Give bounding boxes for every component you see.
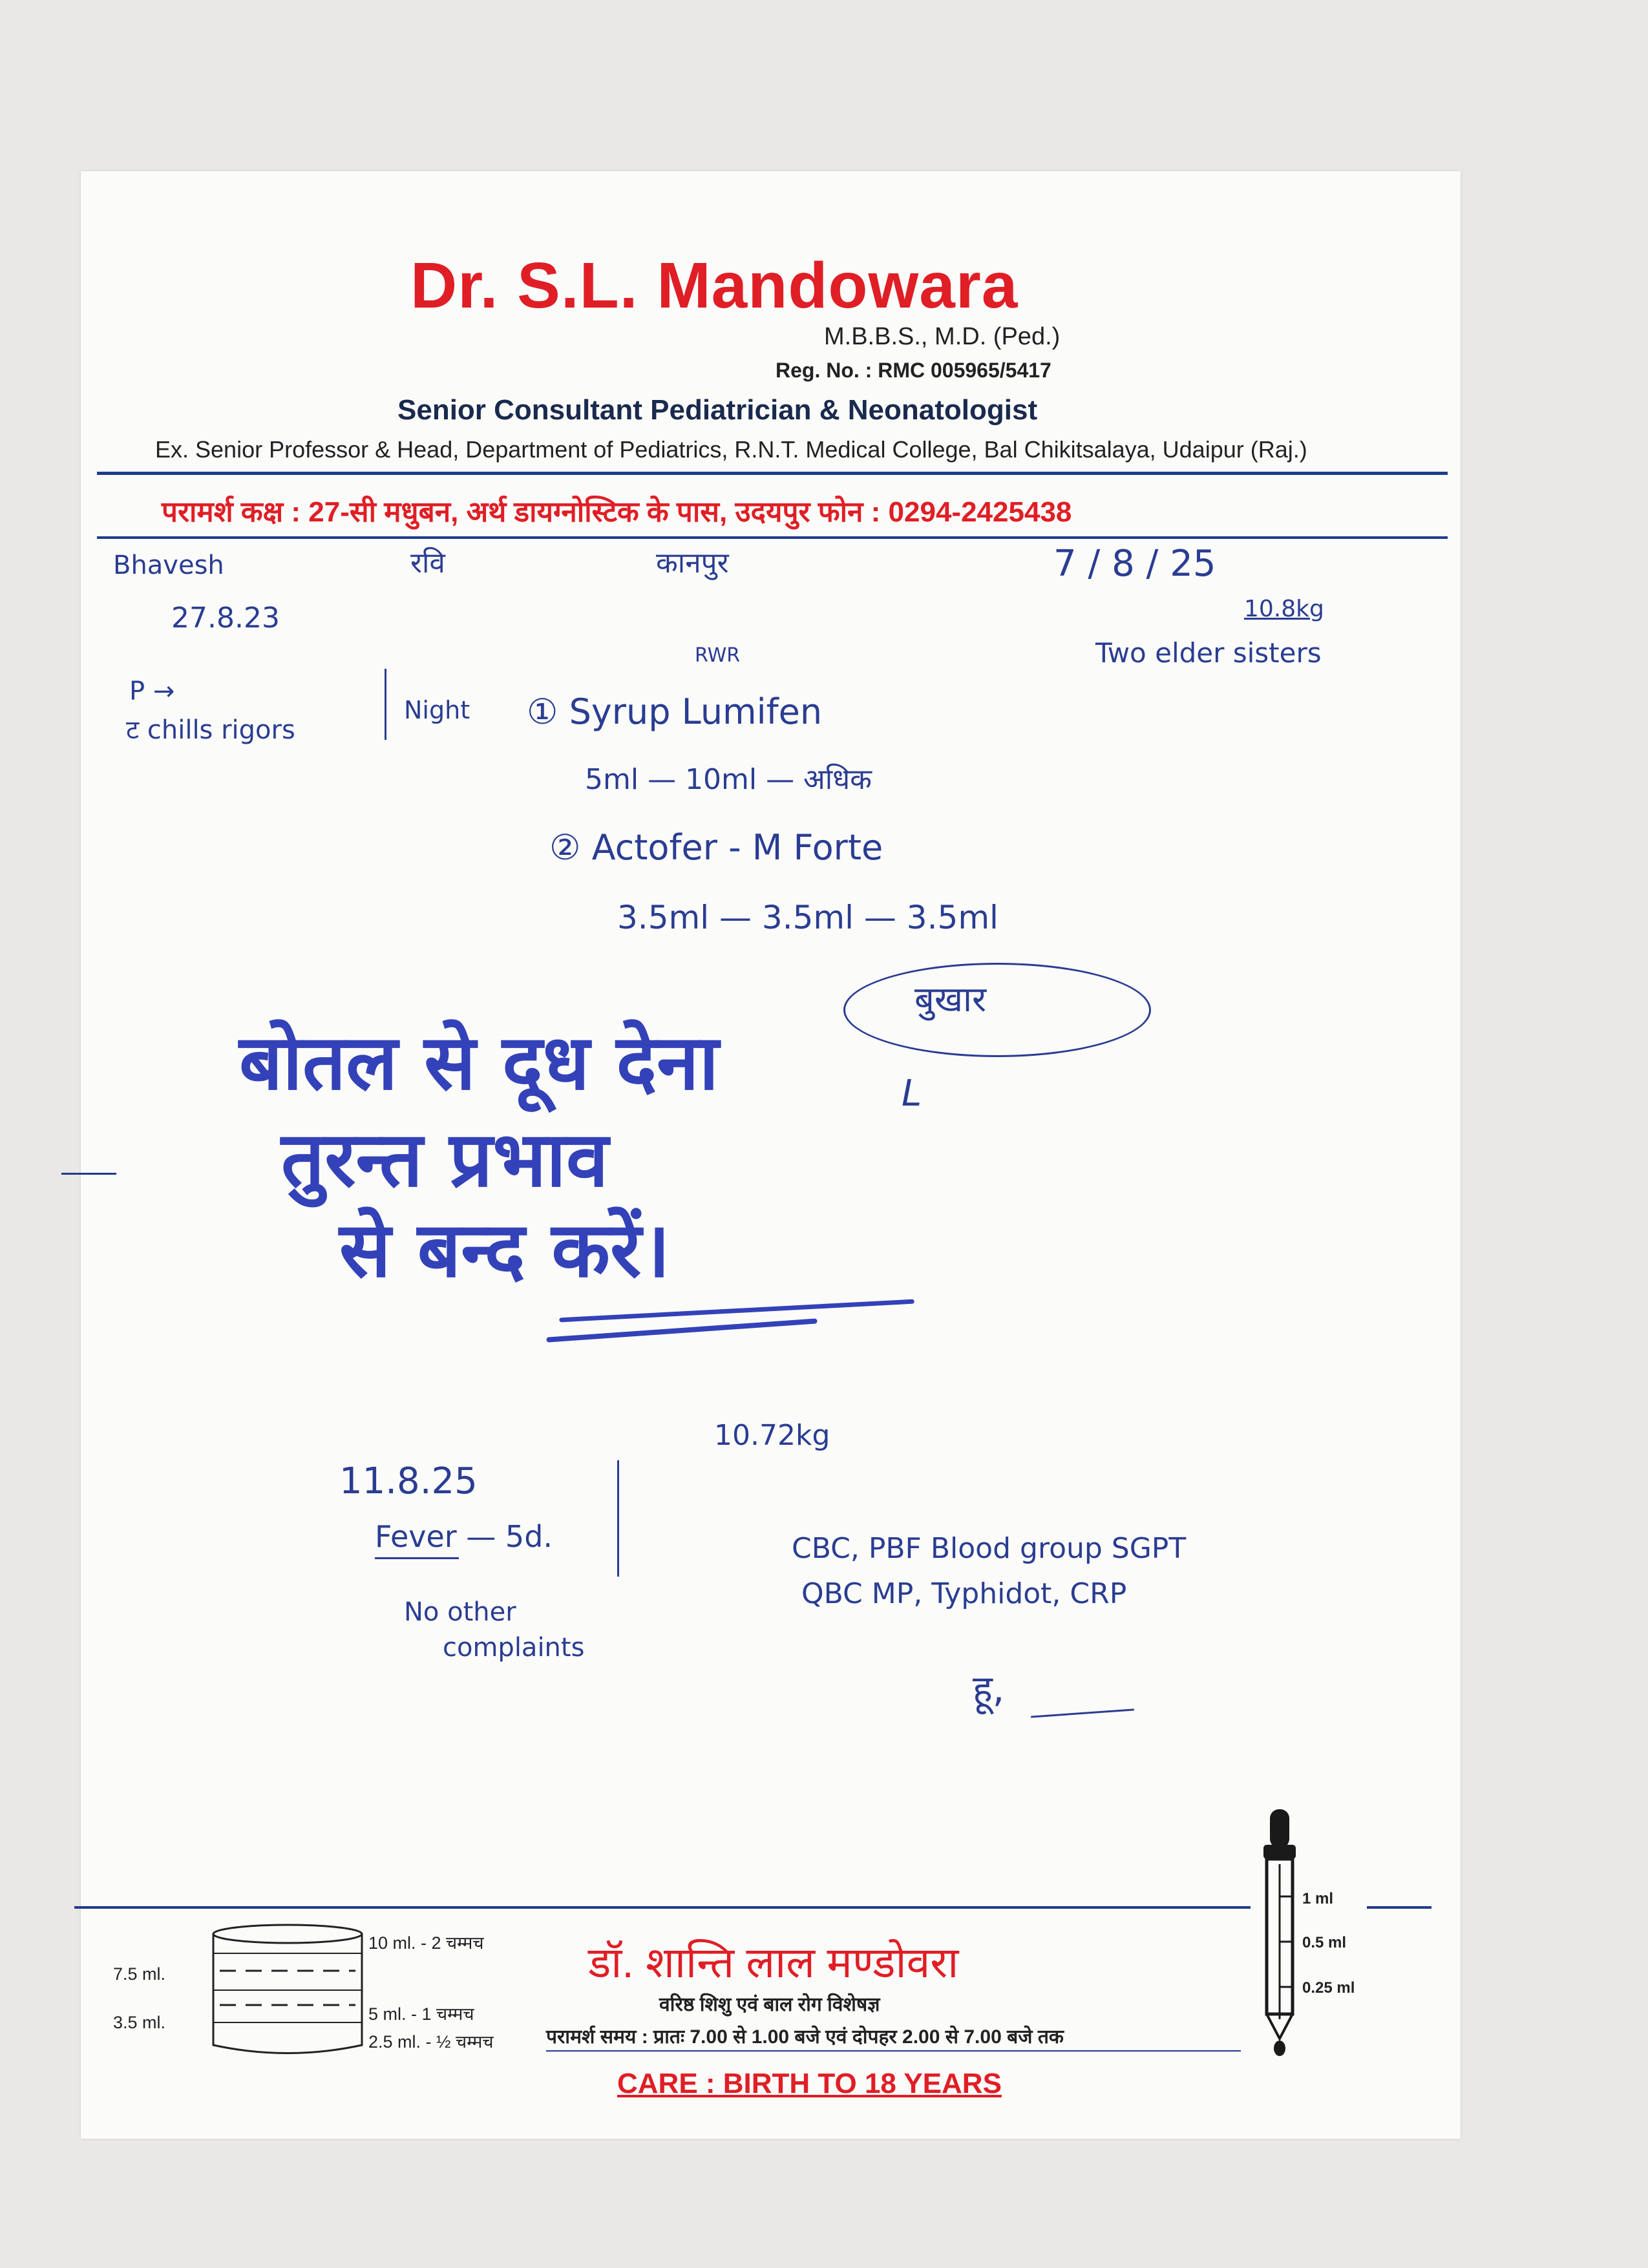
history-note: Two elder sisters	[1095, 637, 1322, 669]
initial-mark: L	[902, 1073, 922, 1115]
footer-designation: वरिष्ठ शिशु एवं बाल रोग विशेषज्ञ	[659, 1994, 880, 2015]
advice-line-1: बोतल से दूध देना	[239, 1018, 719, 1107]
signature-stroke	[1031, 1708, 1134, 1717]
tests-line-2: QBC MP, Typhidot, CRP	[801, 1577, 1127, 1610]
footer-rule	[74, 1906, 1251, 1909]
cup-label-left-upper: 7.5 ml.	[113, 1964, 166, 1984]
fever-circle	[843, 963, 1151, 1057]
cup-label-left-lower: 3.5 ml.	[113, 2013, 166, 2032]
rx1-dose: 5ml — 10ml — अधिक	[585, 763, 872, 796]
footer-name-hindi: डॉ. शान्ति लाल मण्डोवरा	[588, 1938, 959, 1986]
header-rule-top	[97, 472, 1448, 475]
visit1-date: 7 / 8 / 25	[1053, 543, 1216, 585]
cup-label-mid: 5 ml. - 1 चम्मच	[368, 2004, 474, 2024]
doctor-degrees: M.B.B.S., M.D. (Ped.)	[824, 323, 1061, 350]
dropper-label-05ml: 0.5 ml	[1302, 1934, 1347, 1951]
prescription-sheet	[81, 171, 1461, 2139]
rx2-dose: 3.5ml — 3.5ml — 3.5ml	[617, 899, 998, 936]
father-name: रवि	[410, 547, 445, 580]
visit2-note-2: complaints	[443, 1633, 585, 1663]
care-tagline: CARE : BIRTH TO 18 YEARS	[617, 2068, 1002, 2099]
complaint-divider	[385, 669, 386, 740]
ex-position: Ex. Senior Professor & Head, Department of Pediatrics, R.N.T. Medical College, Bal Chikitsalaya, Udaipur (Raj.)	[155, 436, 1307, 463]
visit2-date: 11.8.25	[339, 1460, 478, 1502]
measuring-cup-icon	[204, 1922, 372, 2058]
date-of-birth: 27.8.23	[171, 602, 280, 635]
address-phone: परामर्श कक्ष : 27-सी मधुबन, अर्थ डायग्नोस्टिक के पास, उदयपुर फोन : 0294-2425438	[162, 496, 1072, 528]
doctor-name: Dr. S.L. Mandowara	[410, 249, 1019, 322]
footer-timing: परामर्श समय : प्रातः 7.00 से 1.00 बजे एवं दोपहर 2.00 से 7.00 बजे तक	[546, 2026, 1064, 2048]
dropper-icon	[1254, 1806, 1305, 2064]
plan-note: RWR	[695, 644, 741, 667]
advice-underline-2	[546, 1318, 818, 1342]
visit2-complaint: Fever — 5d.	[375, 1519, 553, 1554]
advice-line-2: तुरन्त प्रभाव	[281, 1115, 609, 1204]
advice-line-3: से बन्द करें।	[339, 1205, 671, 1294]
timing: Night	[404, 696, 470, 724]
visit1-weight: 10.8kg	[1244, 596, 1324, 622]
header-rule-bottom	[97, 536, 1448, 539]
place: कानपुर	[656, 547, 729, 580]
cup-label-low: 2.5 ml. - ½ चम्मच	[368, 2032, 494, 2052]
visit2-note-1: No other	[404, 1597, 516, 1627]
patient-name: Bhavesh	[113, 551, 224, 580]
visit2-complaint-underline	[375, 1557, 459, 1559]
advice-underline-1	[559, 1299, 914, 1323]
cup-label-top: 10 ml. - 2 चम्मच	[368, 1933, 484, 1953]
side-tick-left	[61, 1173, 116, 1175]
tests-line-1: CBC, PBF Blood group SGPT	[792, 1532, 1187, 1565]
complaint: ट chills rigors	[126, 715, 295, 745]
dropper-label-025ml: 0.25 ml	[1302, 1979, 1355, 1997]
visit2-weight: 10.72kg	[714, 1419, 830, 1452]
rx2: ② Actofer - M Forte	[549, 827, 883, 868]
signature: हू,	[973, 1667, 1005, 1711]
complaint-arrow: P →	[129, 677, 175, 706]
visit2-divider	[617, 1460, 619, 1577]
reg-number: Reg. No. : RMC 005965/5417	[776, 359, 1051, 382]
rx1: ① Syrup Lumifen	[527, 691, 823, 732]
dropper-label-1ml: 1 ml	[1302, 1890, 1334, 1907]
footer-rule-right	[1367, 1906, 1431, 1909]
doctor-title: Senior Consultant Pediatrician & Neonatologist	[397, 394, 1038, 426]
footer-timing-rule	[546, 2050, 1241, 2052]
fever-circle-text: बुखार	[914, 979, 987, 1020]
